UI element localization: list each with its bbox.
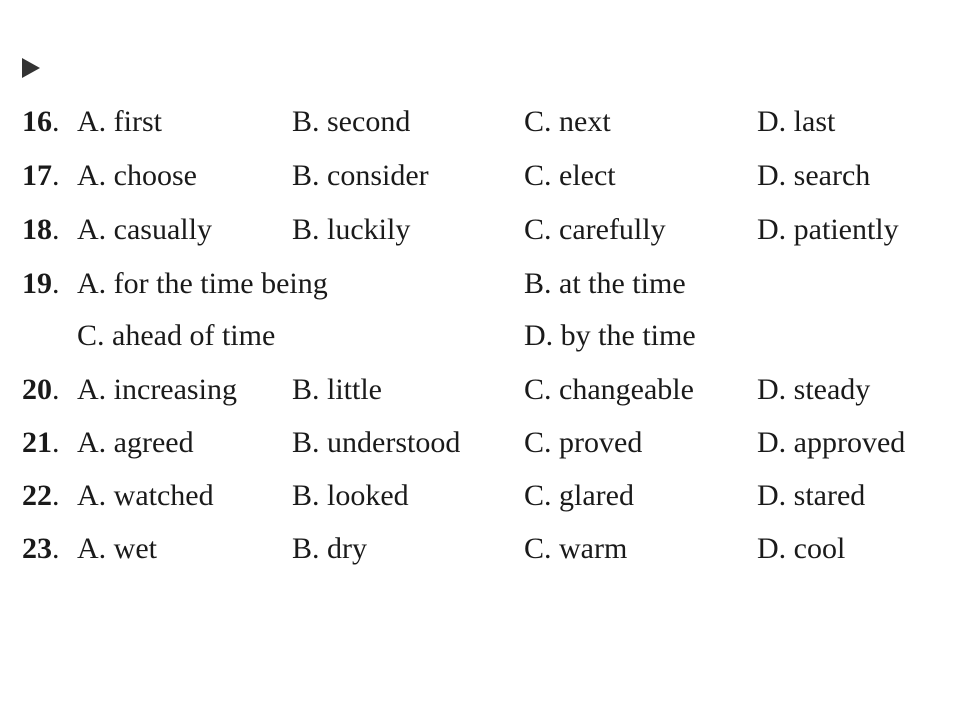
option-d: D. steady (757, 373, 871, 406)
question-number: 17. (22, 159, 60, 192)
option-c: C. glared (524, 479, 634, 512)
option-b: B. luckily (292, 213, 411, 246)
option-b: B. dry (292, 532, 367, 565)
question-20 (0, 370, 960, 410)
question-19-continued (0, 316, 960, 356)
option-a: A. for the time being (77, 267, 328, 300)
option-b: B. looked (292, 479, 409, 512)
question-number: 18. (22, 213, 60, 246)
option-a: A. watched (77, 479, 214, 512)
question-number: 22. (22, 479, 60, 512)
option-d: D. approved (757, 426, 906, 459)
option-a: A. increasing (77, 373, 237, 406)
option-c: C. next (524, 105, 611, 138)
option-d: D. search (757, 159, 871, 192)
question-number: 20. (22, 373, 60, 406)
option-a: A. agreed (77, 426, 194, 459)
play-marker-icon (22, 58, 40, 78)
option-c: C. carefully (524, 213, 666, 246)
question-17 (0, 156, 960, 196)
question-16 (0, 102, 960, 142)
option-d: D. cool (757, 532, 846, 565)
option-d: D. by the time (524, 319, 696, 352)
question-23 (0, 529, 960, 569)
question-number: 16. (22, 105, 60, 138)
option-c: C. proved (524, 426, 643, 459)
option-b: B. understood (292, 426, 461, 459)
option-b: B. little (292, 373, 382, 406)
option-c: C. changeable (524, 373, 694, 406)
option-a: A. casually (77, 213, 212, 246)
option-d: D. patiently (757, 213, 899, 246)
option-a: A. choose (77, 159, 197, 192)
option-a: A. first (77, 105, 162, 138)
question-number: 23. (22, 532, 60, 565)
question-22 (0, 476, 960, 516)
option-b: B. second (292, 105, 411, 138)
option-d: D. last (757, 105, 836, 138)
option-c: C. ahead of time (77, 319, 276, 352)
option-c: C. warm (524, 532, 628, 565)
question-number: 21. (22, 426, 60, 459)
option-c: C. elect (524, 159, 616, 192)
question-18 (0, 210, 960, 250)
question-19 (0, 264, 960, 304)
option-d: D. stared (757, 479, 866, 512)
option-b: B. at the time (524, 267, 686, 300)
question-21 (0, 423, 960, 463)
option-b: B. consider (292, 159, 429, 192)
option-a: A. wet (77, 532, 157, 565)
question-number: 19. (22, 267, 60, 300)
